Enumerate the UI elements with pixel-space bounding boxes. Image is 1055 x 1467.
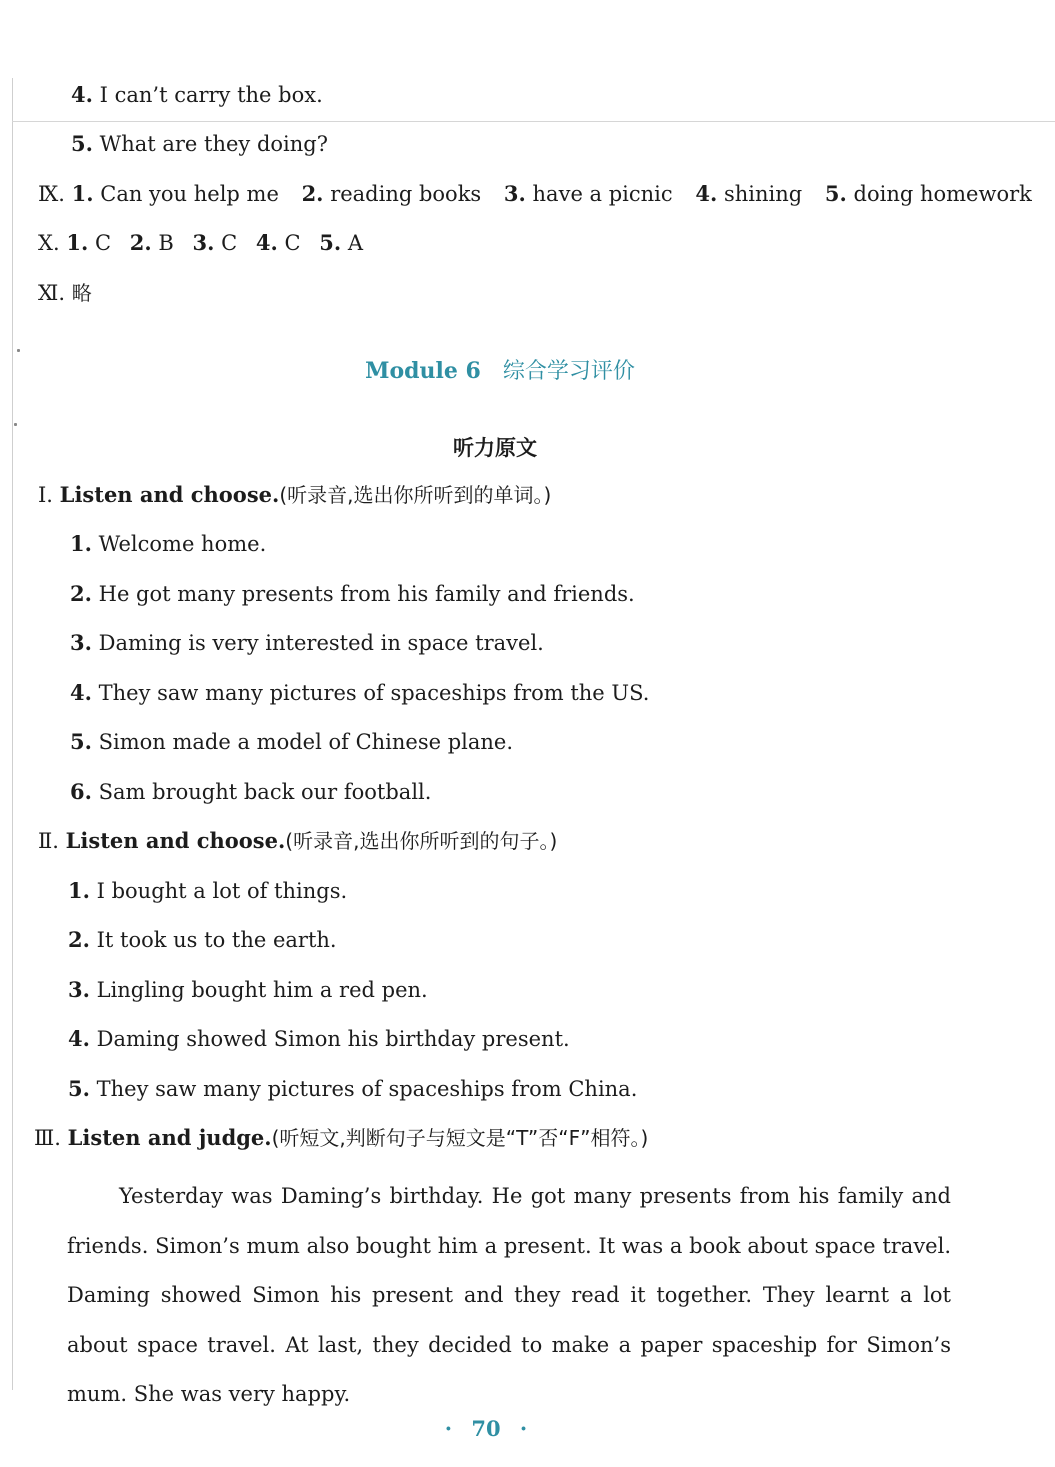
module-title: Module 6 综合学习评价 — [365, 358, 635, 384]
part-1-item: 6. Sam brought back our football. — [70, 779, 432, 804]
part-2-item: 3. Lingling bought him a red pen. — [68, 977, 428, 1002]
page-left-border — [12, 78, 13, 1390]
part-2-item: 4. Daming showed Simon his birthday present. — [68, 1026, 570, 1051]
answer-item-4: 4. I can’t carry the box. — [71, 82, 323, 107]
section-9-answers: Ⅸ. 1. Can you help me 2. reading books 3. have a picnic 4. shining 5. doing homework — [38, 181, 1032, 206]
part-1-item: 5. Simon made a model of Chinese plane. — [70, 729, 514, 754]
header-rule — [12, 121, 1055, 122]
part-1-item: 2. He got many presents from his family and friends. — [70, 581, 635, 606]
part-1-item: 4. They saw many pictures of spaceships from the US. — [70, 680, 650, 705]
scan-speck — [17, 349, 20, 352]
section-11-answers: Ⅺ. 略 — [38, 281, 92, 305]
part-3-heading: Ⅲ. Listen and judge.(听短文,判断句子与短文是“T”否“F”相符。) — [34, 1125, 649, 1150]
page-number-dot-left: · — [444, 1416, 453, 1441]
part-2-item: 1. I bought a lot of things. — [68, 878, 348, 903]
listening-transcript-heading: 听力原文 — [453, 436, 537, 460]
part-1-item: 3. Daming is very interested in space travel. — [70, 630, 544, 655]
part-2-heading: Ⅱ. Listen and choose.(听录音,选出你所听到的句子。) — [38, 828, 558, 853]
part-2-item: 2. It took us to the earth. — [68, 927, 337, 952]
answer-item-5: 5. What are they doing? — [71, 131, 328, 156]
part-3-passage: Yesterday was Daming’s birthday. He got many presents from his family and friends. Simon’s mum also bought him a present. It was a book about space travel. Daming showed Simon his present and they read it together. They learnt a lot about space travel. At last, they decided to make a paper spaceship for Simon’s mum. She was very happy. — [67, 1184, 951, 1406]
scan-speck — [14, 423, 17, 426]
page-number-dot-right: · — [519, 1416, 528, 1441]
part-2-item: 5. They saw many pictures of spaceships from China. — [68, 1076, 638, 1101]
page-number: · 70 · — [444, 1416, 528, 1441]
part-1-item: 1. Welcome home. — [70, 531, 267, 556]
section-10-answers: Ⅹ. 1. C 2. B 3. C 4. C 5. A — [38, 230, 364, 255]
part-1-heading: Ⅰ. Listen and choose.(听录音,选出你所听到的单词。) — [38, 482, 552, 507]
